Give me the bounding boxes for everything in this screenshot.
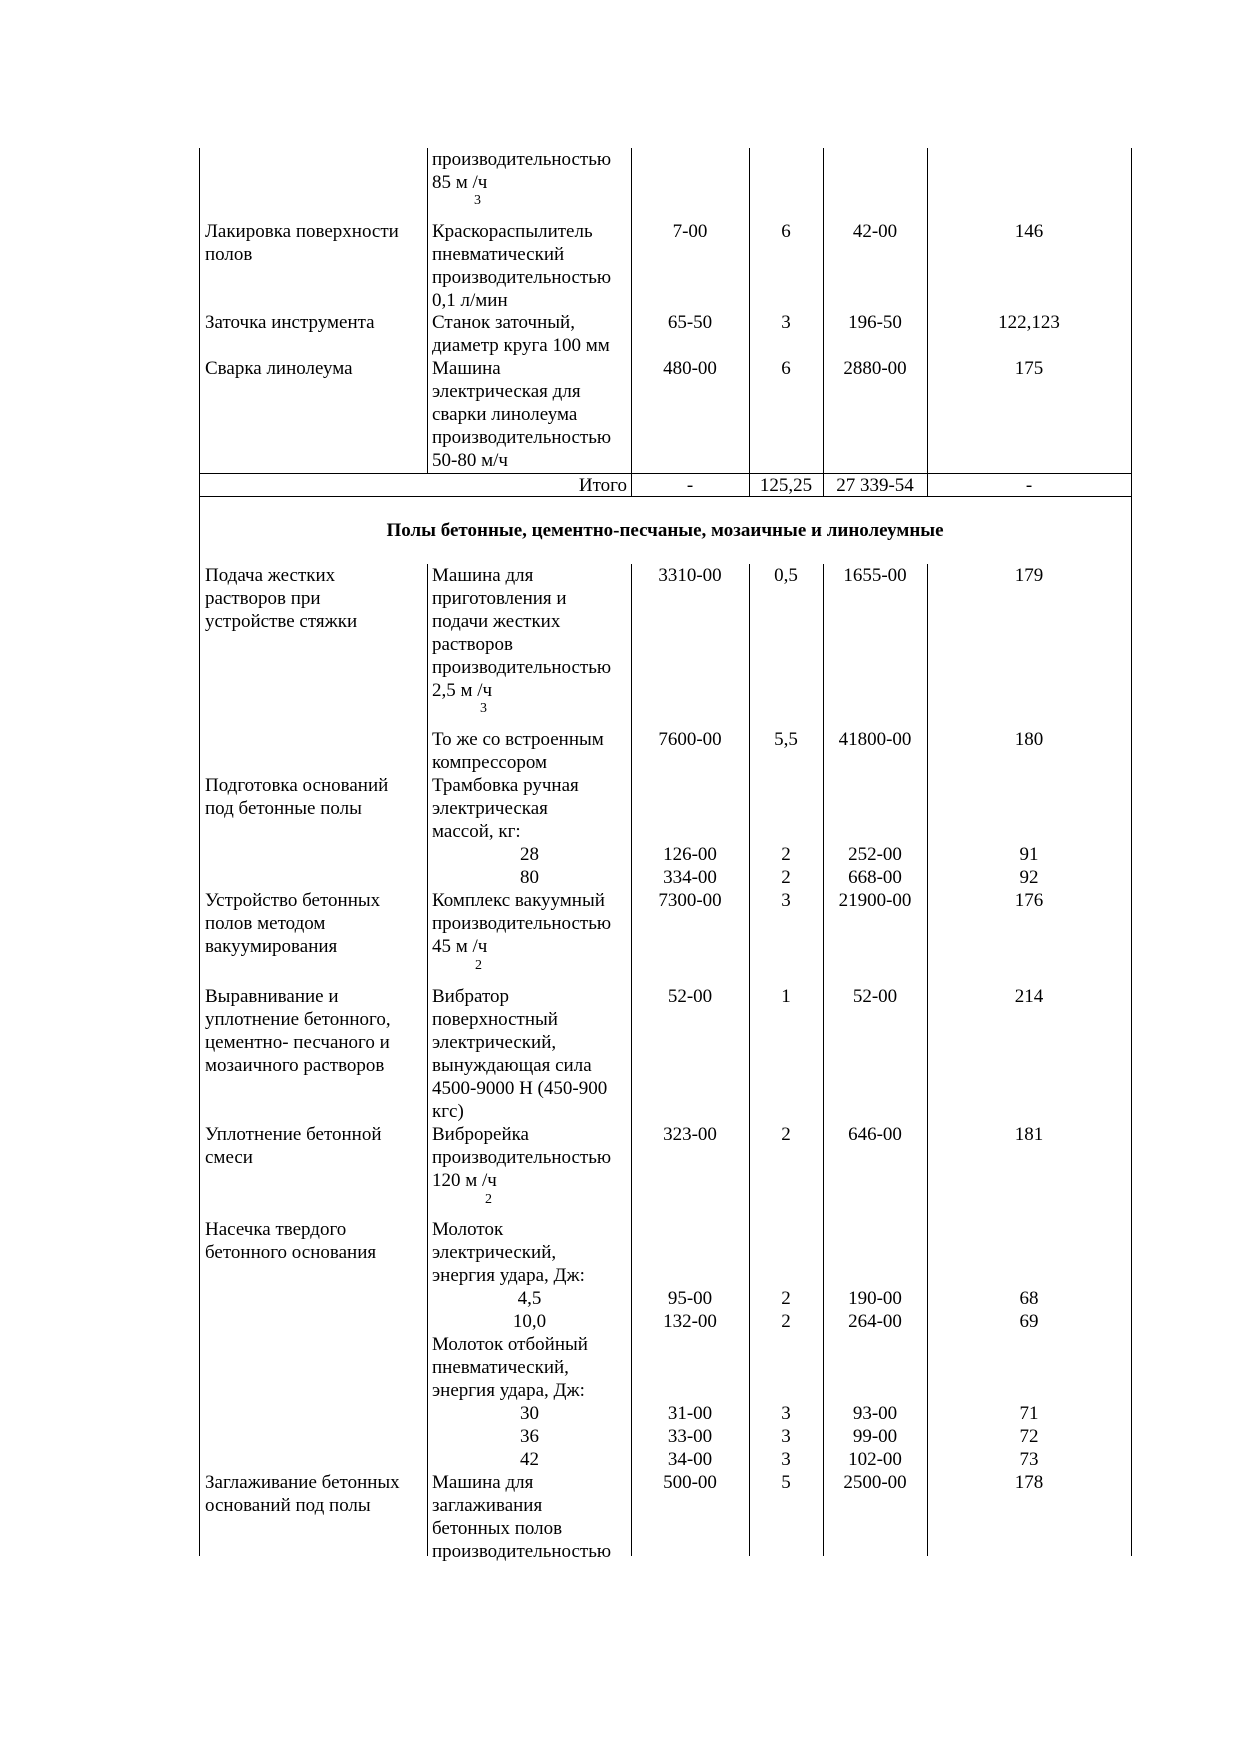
sub-label: 42 — [520, 1449, 539, 1470]
sum-cell: 41800-00 — [838, 729, 912, 750]
price-cell: 480-00 — [663, 358, 717, 379]
grid-line — [631, 564, 632, 1556]
work-cell: Сварка линолеума — [205, 358, 353, 379]
total-count: 125,25 — [759, 475, 813, 496]
grid-line — [631, 148, 632, 496]
price-cell: 334-00 — [663, 867, 717, 888]
ref-cell: 175 — [1014, 358, 1044, 379]
sum-cell: 99-00 — [852, 1426, 898, 1447]
sum-cell: 42-00 — [852, 221, 898, 242]
sum-cell: 21900-00 — [838, 890, 912, 911]
price-cell: 126-00 — [663, 844, 717, 865]
count-cell: 2 — [781, 844, 791, 865]
price-cell: 7300-00 — [658, 890, 722, 911]
count-cell: 5,5 — [774, 729, 798, 750]
grid-line — [1131, 564, 1132, 1556]
sum-cell: 93-00 — [852, 1403, 898, 1424]
count-cell: 2 — [781, 1124, 791, 1145]
machine-cell: То же со встроенным компрессором — [432, 729, 604, 773]
grid-line — [749, 564, 750, 1556]
ref-cell: 176 — [1014, 890, 1044, 911]
count-cell: 2 — [781, 1288, 791, 1309]
price-cell: 65-50 — [667, 312, 713, 333]
total-label: Итого — [578, 475, 627, 496]
unit-superscript: 3 — [480, 701, 487, 716]
work-cell: Заточка инструмента — [205, 312, 375, 333]
ref-cell: 71 — [1019, 1403, 1039, 1424]
price-cell: 52-00 — [667, 986, 713, 1007]
sum-cell: 190-00 — [848, 1288, 902, 1309]
sum-cell: 264-00 — [848, 1311, 902, 1332]
machine-cell: Молоток электрический, энергия удара, Дж: — [432, 1219, 585, 1286]
sub-label: 10,0 — [512, 1311, 547, 1332]
grid-line — [823, 148, 824, 496]
count-cell: 2 — [781, 1311, 791, 1332]
grid-line — [427, 564, 428, 1556]
machine-cell: Станок заточный, диаметр круга 100 мм — [432, 312, 610, 356]
machine-cell: Машина для приготовления и подачи жестких растворов производительностью 2,5 м /ч — [432, 565, 612, 701]
count-cell: 3 — [781, 1449, 791, 1470]
ref-cell: 73 — [1019, 1449, 1039, 1470]
sum-cell: 196-50 — [848, 312, 902, 333]
price-cell: 500-00 — [663, 1472, 717, 1493]
sum-cell: 52-00 — [852, 986, 898, 1007]
work-cell: Устройство бетонных полов методом вакуумирования — [205, 890, 381, 957]
ref-cell: 91 — [1019, 844, 1039, 865]
machine-cell: Машина для заглаживания бетонных полов производительностью — [432, 1472, 612, 1562]
price-cell: 7600-00 — [658, 729, 722, 750]
grid-line — [823, 564, 824, 1556]
sum-cell: 252-00 — [848, 844, 902, 865]
grid-line — [749, 148, 750, 496]
count-cell: 2 — [781, 867, 791, 888]
ref-cell: 69 — [1019, 1311, 1039, 1332]
price-cell: 3310-00 — [658, 565, 722, 586]
sum-cell: 646-00 — [848, 1124, 902, 1145]
price-cell: 33-00 — [667, 1426, 713, 1447]
count-cell: 5 — [781, 1472, 791, 1493]
total-price: - — [686, 475, 694, 496]
unit-superscript: 2 — [485, 1192, 492, 1207]
price-cell: 95-00 — [667, 1288, 713, 1309]
ref-cell: 214 — [1014, 986, 1044, 1007]
machine-cell: Виброрейка производительностью 120 м /ч — [432, 1124, 612, 1191]
work-cell: Подготовка оснований под бетонные полы — [205, 775, 389, 819]
sub-label: 80 — [520, 867, 539, 888]
count-cell: 3 — [781, 1426, 791, 1447]
sum-cell: 2500-00 — [843, 1472, 907, 1493]
ref-cell: 72 — [1019, 1426, 1039, 1447]
machine-cell: Вибратор поверхностный электрический, вынуждающая сила 4500-9000 Н (450-900 кгс) — [432, 986, 608, 1122]
work-cell: Уплотнение бетонной смеси — [205, 1124, 382, 1168]
grid-line — [199, 473, 200, 496]
sum-cell: 668-00 — [848, 867, 902, 888]
machine-cell: Краскораспылитель пневматический производительностью 0,1 л/мин — [432, 221, 612, 311]
ref-cell: 179 — [1014, 565, 1044, 586]
sub-label: 30 — [520, 1403, 539, 1424]
machine-cell: Машина электрическая для сварки линолеума производительностью 50-80 м/ч — [432, 358, 612, 471]
count-cell: 1 — [781, 986, 791, 1007]
unit-superscript: 2 — [475, 958, 482, 973]
total-sum: 27 339-54 — [836, 475, 914, 496]
grid-line — [427, 148, 428, 474]
work-cell: Насечка твердого бетонного основания — [205, 1219, 377, 1263]
price-cell: 31-00 — [667, 1403, 713, 1424]
unit-superscript: 3 — [474, 193, 481, 208]
ref-cell: 146 — [1014, 221, 1044, 242]
grid-line — [927, 564, 928, 1556]
count-cell: 3 — [781, 890, 791, 911]
grid-line — [1131, 496, 1132, 564]
machine-cell: производительностью 85 м /ч — [432, 149, 612, 193]
work-cell: Лакировка поверхности полов — [205, 221, 399, 265]
ref-cell: 181 — [1014, 1124, 1044, 1145]
count-cell: 6 — [781, 358, 791, 379]
work-cell: Выравнивание и уплотнение бетонного, цементно- песчаного и мозаичного растворов — [205, 986, 391, 1076]
sum-cell: 1655-00 — [843, 565, 907, 586]
ref-cell: 68 — [1019, 1288, 1039, 1309]
price-cell: 132-00 — [663, 1311, 717, 1332]
sub-label: 4,5 — [517, 1288, 542, 1309]
price-cell: 7-00 — [672, 221, 708, 242]
grid-line — [199, 564, 200, 1556]
machine-cell: Комплекс вакуумный производительностью 45 м /ч — [432, 890, 612, 957]
ref-cell: 122,123 — [998, 312, 1060, 333]
total-ref: - — [1025, 475, 1033, 496]
sub-label: 36 — [520, 1426, 539, 1447]
count-cell: 6 — [781, 221, 791, 242]
work-cell: Подача жестких растворов при устройстве стяжки — [205, 565, 358, 632]
machine-cell: Трамбовка ручная электрическая массой, кг: — [432, 775, 579, 842]
count-cell: 3 — [781, 1403, 791, 1424]
count-cell: 0,5 — [774, 565, 798, 586]
work-cell: Заглаживание бетонных оснований под полы — [205, 1472, 400, 1516]
price-cell: 34-00 — [667, 1449, 713, 1470]
ref-cell: 178 — [1014, 1472, 1044, 1493]
ref-cell: 92 — [1019, 867, 1039, 888]
sum-cell: 102-00 — [848, 1449, 902, 1470]
grid-line — [927, 148, 928, 496]
sum-cell: 2880-00 — [843, 358, 907, 379]
ref-cell: 180 — [1014, 729, 1044, 750]
sub-label: 28 — [520, 844, 539, 865]
price-cell: 323-00 — [663, 1124, 717, 1145]
section-title: Полы бетонные, цементно-песчаные, мозаичные и линолеумные — [386, 520, 944, 541]
grid-line — [1131, 148, 1132, 496]
machine-cell: Молоток отбойный пневматический, энергия удара, Дж: — [432, 1334, 588, 1401]
count-cell: 3 — [781, 312, 791, 333]
grid-line — [199, 148, 200, 474]
